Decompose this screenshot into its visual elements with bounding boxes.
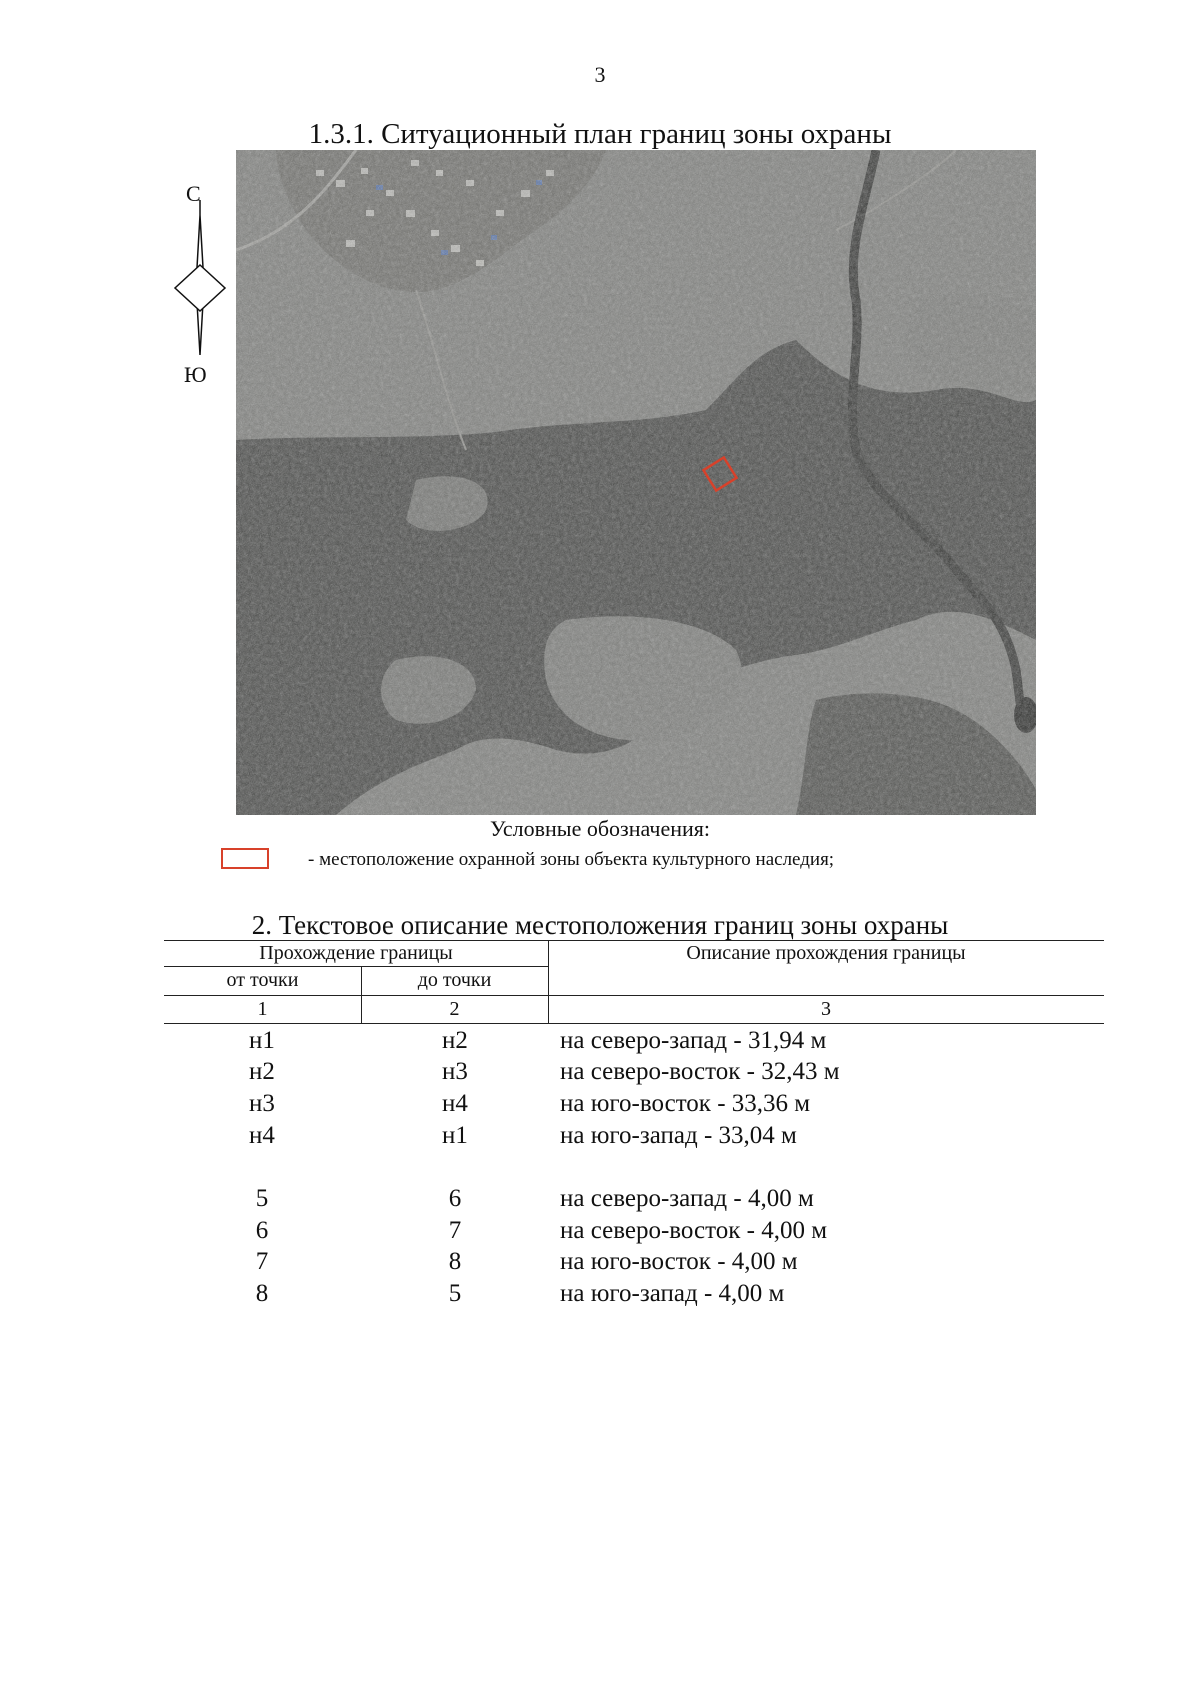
north-arrow-icon [170,180,230,390]
column-number: 3 [821,998,831,1020]
column-number: 2 [449,998,460,1020]
plan-title: 1.3.1. Ситуационный план границ зоны охраны [308,118,892,150]
table-cell-desc: на северо-восток - 32,43 м [560,1058,840,1085]
table-cell-to: н1 [442,1122,468,1149]
table-rule [164,1023,1104,1024]
table-cell-from: 6 [255,1217,269,1244]
table-rule [164,995,1104,996]
table-cell-to: 6 [448,1185,462,1212]
table-cell-desc: на юго-запад - 33,04 м [560,1122,797,1149]
compass-north-label: С [186,181,201,206]
table-cell-to: н4 [442,1090,468,1117]
table-cell-from: н2 [249,1058,275,1085]
table-cell-desc: на юго-восток - 33,36 м [560,1090,811,1117]
table-cell-from: 7 [255,1248,269,1275]
table-cell-to: 5 [448,1280,462,1307]
satellite-map [236,150,1036,815]
header-from-point: от точки [226,969,299,991]
table-cell-to: 8 [448,1248,462,1275]
column-number: 1 [257,998,268,1020]
table-cell-desc: на юго-восток - 4,00 м [560,1248,798,1275]
table-cell-from: н1 [249,1027,275,1054]
table-cell-to: н3 [442,1058,468,1085]
table-cell-desc: на юго-запад - 4,00 м [560,1280,785,1307]
table-cell-desc: на северо-запад - 31,94 м [560,1027,827,1054]
table-cell-to: н2 [442,1027,468,1054]
page-number: 3 [594,62,606,87]
legend-title: Условные обозначения: [489,816,711,841]
table-cell-from: н4 [249,1122,275,1149]
legend-item-text: - местоположение охранной зоны объекта культурного наследия; [308,849,835,870]
legend-symbol-boundary [221,848,269,869]
header-description: Описание прохождения границы [686,942,966,964]
table-rule [164,940,1104,941]
section-title: 2. Текстовое описание местоположения границ зоны охраны [251,910,949,940]
table-cell-desc: на северо-восток - 4,00 м [560,1217,828,1244]
table-cell-from: 5 [255,1185,269,1212]
table-cell-to: 7 [448,1217,462,1244]
table-cell-desc: на северо-запад - 4,00 м [560,1185,814,1212]
table-rule [164,966,548,967]
table-cell-from: н3 [249,1090,275,1117]
header-boundary-passage: Прохождение границы [259,942,453,964]
header-to-point: до точки [417,969,492,991]
table-cell-from: 8 [255,1280,269,1307]
compass-south-label: Ю [184,362,207,387]
